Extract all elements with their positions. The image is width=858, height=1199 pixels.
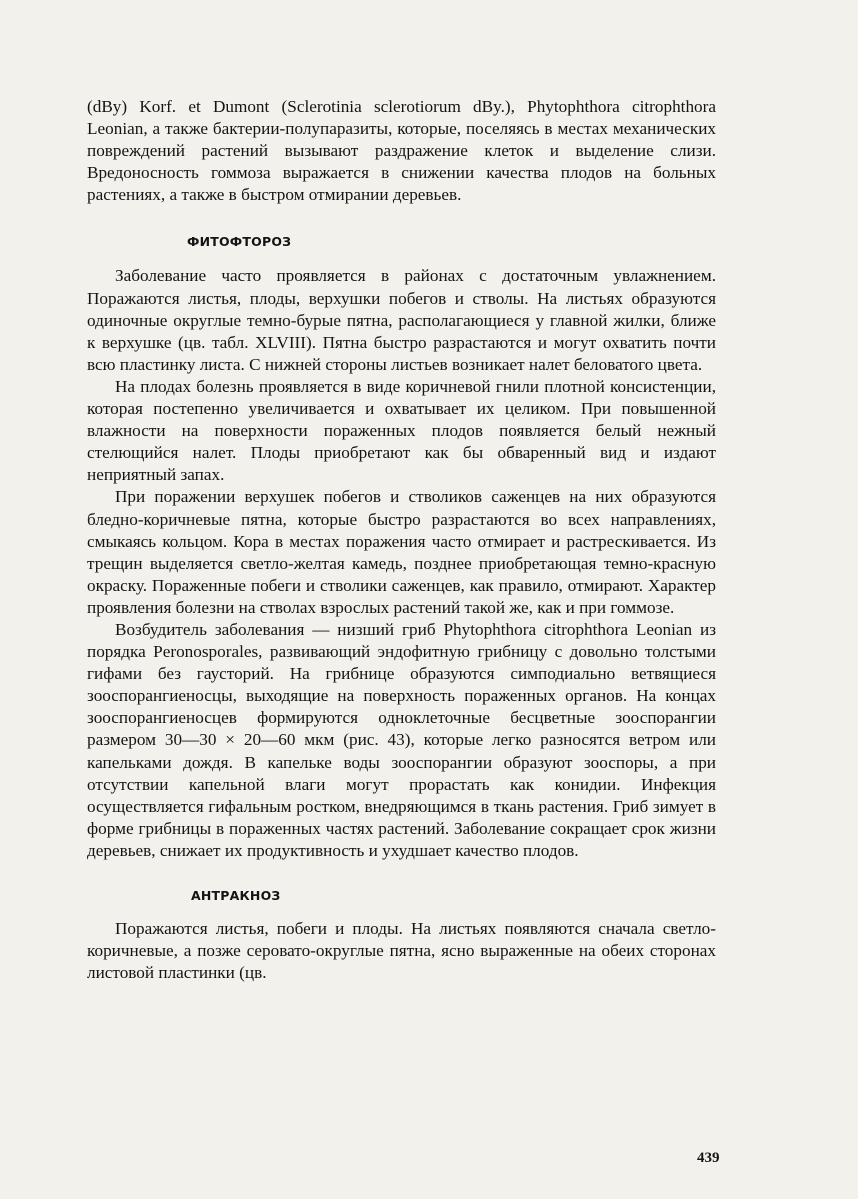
phytophthora-paragraph-4: Возбудитель заболевания — низший гриб Phytophthora citrophthora Leonian из порядка Peronosporales, развивающий эндофитную грибницу с довольно толстыми гифами без гаусторий. На грибнице образуются симподиально ветвящиеся зооспорангиеносцы, выходящие на поверхность пораженных органов. На концах зооспорангиеносцев формируются одноклеточные бесцветные зооспорангии размером 30—30 × 20—60 мкм (рис. 43), которые легко разносятся ветром или капельками дождя. В капельке воды зооспорангии образуют зооспоры, а при отсутствии капельной влаги могут прорастать как конидии. Инфекция осуществляется гифальным ростком, внедряющимся в ткань растения. Гриб зимует в форме грибницы в пораженных частях растений. Заболевание сокращает срок жизни деревьев, снижает их продуктивность и ухудшает качество плодов. — [87, 619, 716, 860]
section-heading-anthracnose: АНТРАКНОЗ — [191, 888, 281, 903]
intro-paragraph: (dBy) Korf. et Dumont (Sclerotinia sclerotiorum dBy.), Phytophthora citrophthora Leonian, а также бактерии-полупаразиты, которые, поселяясь в местах механических повреждений растений вызывают раздражение клеток и выделение слизи. Вредоносность гоммоза выражается в снижении качества плодов на больных растениях, а также в быстром отмирании деревьев. — [87, 97, 716, 205]
section-heading-phytophthora: ФИТОФТОРОЗ — [187, 234, 292, 250]
phytophthora-paragraph-1: Заболевание часто проявляется в районах с достаточным увлажнением. Поражаются листья, плоды, верхушки побегов и стволы. На листьях образуются одиночные округлые темно-бурые пятна, располагающиеся у главной жилки, ближе к верхушке (цв. табл. XLVIII). Пятна быстро разрастаются и могут охватить почти всю пластинку листа. С нижней стороны листьев возникает налет беловатого цвета. — [87, 266, 716, 374]
page-body — [87, 96, 716, 984]
page-number: 439 — [697, 1150, 720, 1166]
anthracnose-paragraph-1: Поражаются листья, побеги и плоды. На листьях появляются сначала светло-коричневые, а позже серовато-округлые пятна, ясно выраженные на обеих сторонах листовой пластинки (цв. — [87, 919, 716, 983]
phytophthora-paragraph-3: При поражении верхушек побегов и стволиков саженцев на них образуются бледно-коричневые пятна, которые быстро разрастаются во всех направлениях, смыкаясь кольцом. Кора в местах поражения часто отмирает и растрескивается. Из трещин выделяется светло-желтая камедь, позднее приобретающая темно-красную окраску. Пораженные побеги и стволики саженцев, как правило, отмирают. Характер проявления болезни на стволах взрослых растений такой же, как и при гоммозе. — [87, 487, 716, 617]
phytophthora-paragraph-2: На плодах болезнь проявляется в виде коричневой гнили плотной консистенции, которая постепенно увеличивается и охватывает их целиком. При повышенной влажности на поверхности пораженных плодов появляется белый нежный стелющийся налет. Плоды приобретают как бы обваренный вид и издают неприятный запах. — [87, 376, 716, 485]
